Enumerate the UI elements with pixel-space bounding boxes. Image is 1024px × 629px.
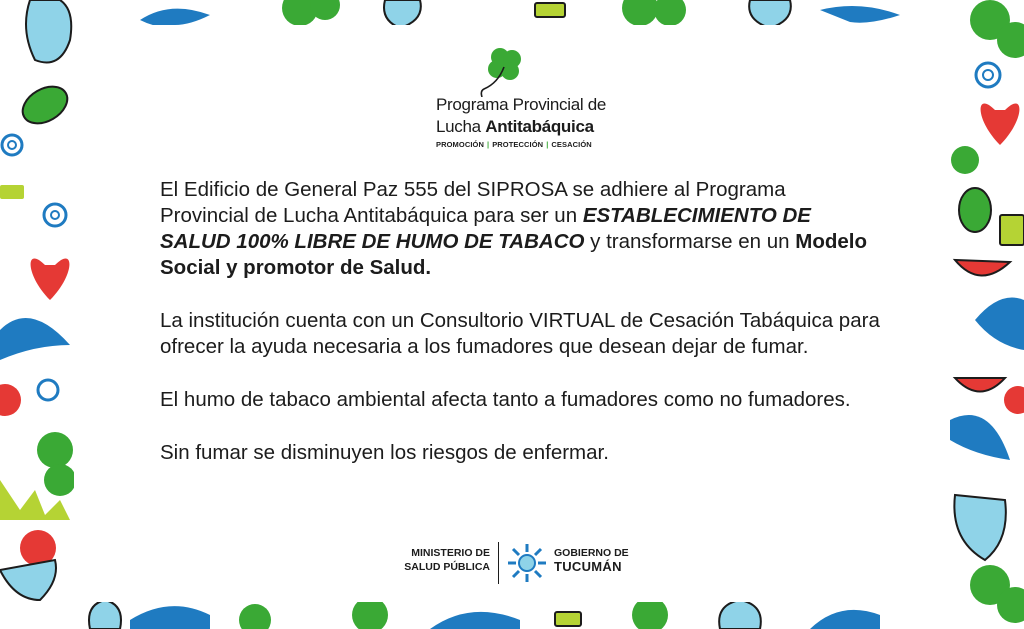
logo-title-line1: Programa Provincial de [436,95,607,114]
heart-icon [31,258,70,300]
program-logo [430,45,607,160]
lungs-icon [26,0,71,63]
battery-icon [555,612,581,626]
logo-tagline: PROMOCIÓN | PROTECCIÓN | CESACIÓN [436,140,592,149]
bird-icon [430,612,520,629]
footer-logos [390,540,650,586]
paragraph-4: Sin fumar se disminuyen los riesgos de enfermar. [160,441,609,464]
sun-icon [506,542,548,584]
clover-icon [37,432,76,496]
bird-icon [975,298,1024,351]
clover-icon [282,0,340,26]
paragraph-2: La institución cuenta con un Consultorio VIRTUAL de Cesación Tabáquica para ofrecer la ayuda necesaria a los fumadores que desean dejar de fumar. [160,309,880,358]
bird-icon [950,415,1010,460]
logo-title-line2: Lucha Antitabáquica [436,117,594,136]
content-card [74,25,950,602]
ball-icon [0,384,21,416]
spiral-icon [38,380,58,400]
spiral-icon [976,63,1000,87]
battery-icon [0,185,24,199]
clover-icon [480,45,530,97]
spiral-icon [44,204,66,226]
lungs-icon [749,0,791,28]
lungs-icon [89,600,121,629]
footer-divider [498,542,499,584]
battery-icon [1000,215,1024,245]
battery-icon [535,3,565,17]
ministerio-label: MINISTERIO DE SALUD PÚBLICA [404,547,490,573]
announcement-text [160,177,880,493]
bird-icon [0,318,70,360]
clover-icon [970,565,1024,623]
bird-icon [140,9,210,27]
paragraph-1: El Edificio de General Paz 555 del SIPROSA se adhiere al Programa Provincial de Lucha Antitabáquica para ser un ESTABLECIMIENTO DE SALUD 100% LIBRE DE HUMO DE TABACO y transformarse en un Modelo Social y promotor de Salud. [160,178,868,279]
heart-icon [981,103,1020,145]
clover-icon [622,0,686,26]
lungs-icon [954,495,1005,560]
ball-icon [1004,386,1024,414]
bird-icon [820,6,900,23]
lungs-icon [719,600,761,629]
leaf-icon [16,79,74,131]
lungs-icon [0,560,56,600]
mouth-icon [955,378,1005,392]
spiral-icon [2,135,22,155]
mouth-icon [955,260,1010,276]
clover-icon [951,146,979,174]
gobierno-label: GOBIERNO DE TUCUMÁN [554,547,629,574]
paragraph-3: El humo de tabaco ambiental afecta tanto a fumadores como no fumadores. [160,388,851,411]
bird-icon [810,610,880,629]
clover-icon [970,0,1024,58]
clover-icon [239,604,271,629]
lungs-icon [384,0,421,28]
leaf-icon [959,188,991,232]
bird-icon [130,606,210,629]
